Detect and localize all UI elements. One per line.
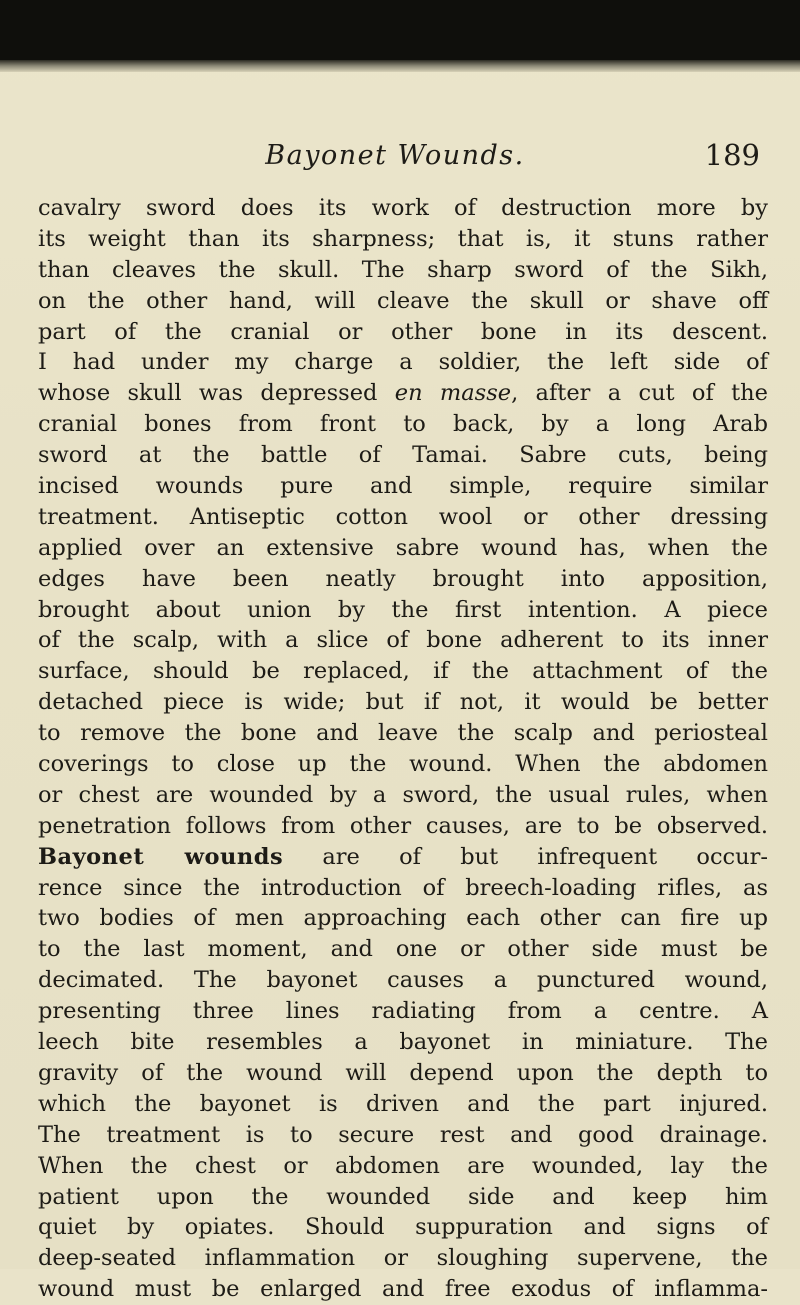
- text-line: cavalry sword does its work of destruction more by: [38, 195, 768, 221]
- text-line: penetration follows from other causes, are to be observed.: [38, 812, 768, 839]
- text-fragment: , after a cut of the: [511, 380, 768, 407]
- text-line: The treatment is to secure rest and good drainage.: [38, 1121, 768, 1148]
- text-line: brought about union by the first intention. A piece: [38, 596, 768, 623]
- text-line: cranial bones from front to back, by a long Arab: [38, 411, 768, 438]
- text-line: decimated. The bayonet causes a punctured wound,: [38, 967, 768, 994]
- text-line: or chest are wounded by a sword, the usual rules, when: [38, 781, 768, 808]
- text-line: [38, 378, 768, 409]
- running-head: Bayonet Wounds.: [265, 140, 525, 171]
- text-line: part of the cranial or other bone in its descent.: [38, 318, 768, 345]
- text-fragment: are of but infrequent occur-: [283, 843, 769, 870]
- text-line: sword at the battle of Tamai. Sabre cuts, being: [38, 442, 768, 469]
- text-line: on the other hand, will cleave the skull or shave off: [38, 287, 768, 314]
- page-number: 189: [704, 138, 760, 172]
- text-line: detached piece is wide; but if not, it would be better: [38, 689, 768, 716]
- text-line: gravity of the wound will depend upon the depth to: [38, 1059, 768, 1086]
- text-line: edges have been neatly brought into apposition,: [38, 565, 768, 592]
- text-line: I had under my charge a soldier, the left side of: [38, 349, 768, 376]
- text-line: presenting three lines radiating from a centre. A: [38, 998, 768, 1025]
- text-line: than cleaves the skull. The sharp sword of the Sikh,: [38, 256, 768, 283]
- text-line: of the scalp, with a slice of bone adherent to its inner: [38, 627, 768, 654]
- text-line: incised wounds pure and simple, require similar: [38, 473, 768, 500]
- text-line: to remove the bone and leave the scalp and periosteal: [38, 720, 768, 747]
- text-line: to the last moment, and one or other side must be: [38, 936, 768, 963]
- text-line: quiet by opiates. Should suppuration and signs of: [38, 1214, 768, 1241]
- text-line: coverings to close up the wound. When the abdomen: [38, 751, 768, 778]
- text-line: When the chest or abdomen are wounded, lay the: [38, 1152, 768, 1179]
- scan-dark-border: [0, 0, 800, 62]
- text-line: its weight than its sharpness; that is, it stuns rather: [38, 225, 768, 252]
- text-line: surface, should be replaced, if the attachment of the: [38, 658, 768, 685]
- text-line: treatment. Antiseptic cotton wool or other dressing: [38, 503, 768, 530]
- text-line: deep-seated inflammation or sloughing supervene, the: [38, 1245, 768, 1272]
- text-line: two bodies of men approaching each other can fire up: [38, 905, 768, 932]
- text-line: applied over an extensive sabre wound has, when the: [38, 534, 768, 561]
- text-line: rence since the introduction of breech-loading rifles, as: [38, 874, 768, 901]
- text-fragment: whose skull was depressed: [38, 380, 395, 407]
- text-line: patient upon the wounded side and keep him: [38, 1183, 768, 1210]
- italic-phrase: en masse: [394, 380, 512, 407]
- body-text: [38, 193, 769, 1303]
- text-line-cut-off: wound must be enlarged and free exodus of inflamma-: [38, 1276, 768, 1303]
- page-top-edge: [0, 60, 800, 72]
- text-line: leech bite resembles a bayonet in miniature. The: [38, 1029, 768, 1056]
- section-heading: Bayonet wounds: [38, 843, 284, 870]
- text-line: which the bayonet is driven and the part injured.: [38, 1090, 768, 1117]
- text-line: [38, 842, 768, 873]
